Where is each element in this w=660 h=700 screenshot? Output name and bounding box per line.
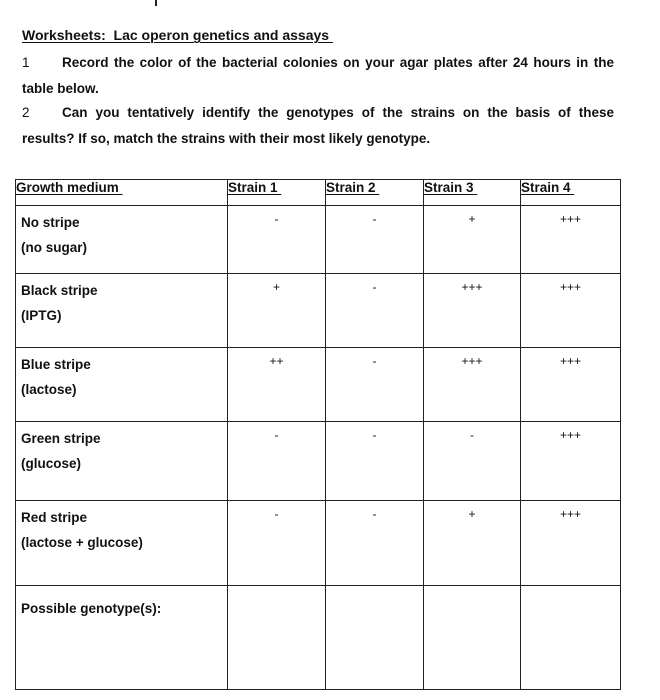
medium-name: Black stripe <box>21 283 98 298</box>
result-cell[interactable]: - <box>228 206 326 274</box>
table-row <box>16 422 621 501</box>
medium-condition: (no sugar) <box>21 240 87 255</box>
genotype-label-cell <box>16 586 228 690</box>
medium-cell <box>16 501 228 586</box>
genotype-cell-strain-2[interactable] <box>326 586 424 690</box>
genotype-row <box>16 586 621 690</box>
genotype-label: Possible genotype(s): <box>21 601 162 616</box>
result-cell[interactable]: +++ <box>521 422 621 501</box>
table-row <box>16 348 621 422</box>
header-growth-medium: Growth medium <box>16 180 228 206</box>
medium-cell <box>16 206 228 274</box>
medium-name: No stripe <box>21 215 80 230</box>
question-1 <box>22 50 614 101</box>
result-cell[interactable]: - <box>326 348 424 422</box>
worksheet-title: Worksheets: Lac operon genetics and assays <box>22 27 333 43</box>
result-cell[interactable]: - <box>326 206 424 274</box>
medium-name: Red stripe <box>21 510 88 525</box>
question-1-number: 1 <box>22 55 30 70</box>
result-cell[interactable]: + <box>228 274 326 348</box>
table-row <box>16 501 621 586</box>
genotype-cell-strain-1[interactable] <box>228 586 326 690</box>
header-strain-2: Strain 2 <box>326 180 424 206</box>
result-cell[interactable]: - <box>424 422 521 501</box>
result-cell[interactable]: - <box>326 501 424 586</box>
question-2-number: 2 <box>22 105 30 120</box>
medium-condition: (lactose) <box>21 382 77 397</box>
medium-name: Blue stripe <box>21 357 91 372</box>
result-cell[interactable]: +++ <box>521 348 621 422</box>
medium-cell <box>16 348 228 422</box>
medium-cell <box>16 274 228 348</box>
top-edge-mark <box>155 0 157 6</box>
medium-condition: (lactose + glucose) <box>21 535 143 550</box>
table-row <box>16 274 621 348</box>
result-cell[interactable]: - <box>326 422 424 501</box>
question-2 <box>22 100 614 151</box>
header-strain-4: Strain 4 <box>521 180 621 206</box>
result-cell[interactable]: +++ <box>521 206 621 274</box>
medium-condition: (glucose) <box>21 456 82 471</box>
result-cell[interactable]: +++ <box>424 348 521 422</box>
genotype-cell-strain-4[interactable] <box>521 586 621 690</box>
question-1-text: Record the color of the bacterial colonies on your agar plates after 24 hours in the table below. <box>22 55 614 96</box>
result-cell[interactable]: - <box>326 274 424 348</box>
result-cell[interactable]: + <box>424 206 521 274</box>
result-cell[interactable]: - <box>228 501 326 586</box>
header-strain-1: Strain 1 <box>228 180 326 206</box>
table-row <box>16 206 621 274</box>
table-header-row <box>16 180 621 206</box>
genotype-cell-strain-3[interactable] <box>424 586 521 690</box>
header-strain-3: Strain 3 <box>424 180 521 206</box>
medium-condition: (IPTG) <box>21 308 62 323</box>
medium-name: Green stripe <box>21 431 101 446</box>
question-2-text: Can you tentatively identify the genotypes of the strains on the basis of these results? If so, match the strains with their most likely genotype. <box>22 105 614 146</box>
result-cell[interactable]: - <box>228 422 326 501</box>
result-cell[interactable]: +++ <box>521 501 621 586</box>
results-table <box>15 179 621 690</box>
medium-cell <box>16 422 228 501</box>
result-cell[interactable]: +++ <box>521 274 621 348</box>
result-cell[interactable]: ++ <box>228 348 326 422</box>
result-cell[interactable]: +++ <box>424 274 521 348</box>
result-cell[interactable]: + <box>424 501 521 586</box>
